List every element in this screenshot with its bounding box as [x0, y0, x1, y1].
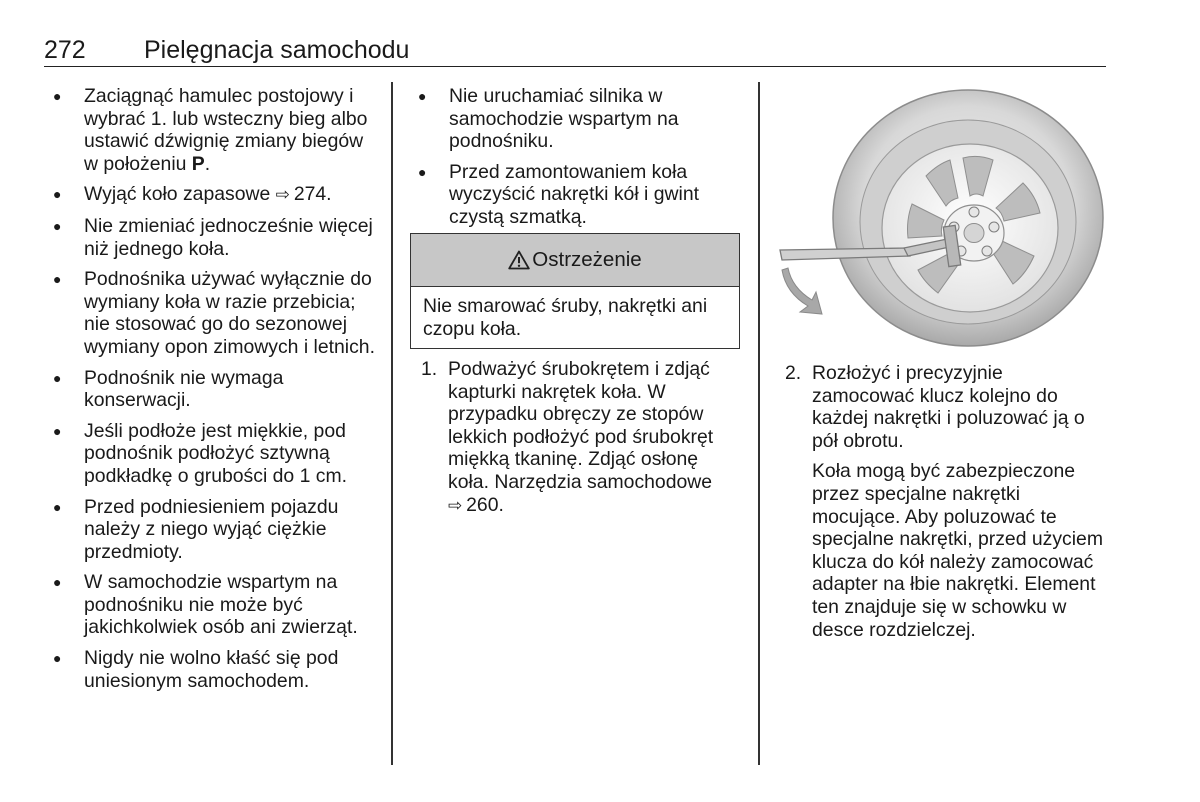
list-item: ● Nie uruchamiać silnika w samochodzie wspartym na podnośniku.	[411, 85, 741, 153]
page-title: Pielęgnacja samochodu	[144, 36, 410, 64]
list-item: ● Nigdy nie wolno kłaść się pod uniesionym samochodem.	[46, 647, 376, 692]
list-item: ● Nie zmieniać jednocześnie więcej niż jednego koła.	[46, 215, 376, 260]
step-list	[785, 362, 1110, 452]
list-item: ● Zaciągnąć hamulec postojowy i wybrać 1. lub wsteczny bieg albo ustawić dźwignię zmiany biegów w położeniu P.	[46, 85, 376, 175]
wheel-wrench-illustration	[778, 88, 1108, 350]
middle-column	[411, 85, 741, 237]
middle-steps	[421, 358, 731, 517]
page-header	[44, 36, 1106, 67]
list-item: ● W samochodzie wspartym na podnośniku nie może być jakichkolwiek osób ani zwierząt.	[46, 571, 376, 639]
list-item: ● Przed zamontowaniem koła wyczyścić nakrętki kół i gwint czystą szmatką.	[411, 161, 741, 229]
rotation-arrow-icon	[782, 268, 822, 314]
column-divider-left	[391, 82, 393, 765]
wheel-illustration-svg	[778, 88, 1108, 350]
step-number: 1.	[421, 358, 438, 380]
left-column	[46, 85, 376, 700]
list-item: ● Jeśli podłoże jest miękkie, pod podnośnik podłożyć sztywną podkładkę o grubości do 1 cm.	[46, 420, 376, 488]
page-reference[interactable]: 260	[466, 493, 499, 516]
step-number: 2.	[785, 362, 802, 384]
step-item: 1. Podważyć śrubokrętem i zdjąć kapturki nakrętek koła. W przypadku obręczy ze stopów lekkich podłożyć pod śrubokręt miękką tkaninę. Zdjąć osłonę koła. Narzędzia samochodowe ⇨ 260.	[421, 358, 714, 516]
right-column	[785, 362, 1110, 641]
list-item: ● Wyjąć koło zapasowe ⇨ 274.	[46, 183, 376, 207]
warning-text: Nie smarować śruby, nakrętki ani czopu koła.	[423, 295, 708, 340]
step-note: Koła mogą być zabezpieczone przez specjalne nakrętki mocujące. Aby poluzować te specjalne nakrętki, przed użyciem klucza do kół należy zamocować adapter na łbie nakrętki. Element ten znajduje się w schowku w desce rozdzielczej.	[812, 460, 1103, 641]
middle-bullet-list	[411, 85, 741, 229]
list-item: ● Przed podniesieniem pojazdu należy z niego wyjąć ciężkie przedmioty.	[46, 496, 376, 564]
list-item: ● Podnośnika używać wyłącznie do wymiany koła w razie przebicia; nie stosować go do sezonowej wymiany opon zimowych i letnich.	[46, 268, 376, 358]
warning-box	[410, 233, 740, 349]
warning-triangle-icon	[508, 250, 530, 270]
page-reference[interactable]: 274	[293, 183, 327, 206]
warning-header	[411, 234, 739, 287]
column-divider-right	[758, 82, 760, 765]
page-reference-icon: ⇨	[448, 495, 463, 515]
warning-title: Ostrzeżenie	[532, 248, 642, 271]
list-item: ● Podnośnik nie wymaga konserwacji.	[46, 367, 376, 412]
page-reference-icon: ⇨	[275, 185, 290, 205]
step-list	[421, 358, 731, 517]
page-number: 272	[44, 36, 86, 64]
left-bullet-list	[46, 85, 376, 692]
step-item: 2. Rozłożyć i precyzyjnie zamocować klucz kolejno do każdej nakrętki i poluzować ją o pół obrotu.	[785, 362, 1085, 452]
